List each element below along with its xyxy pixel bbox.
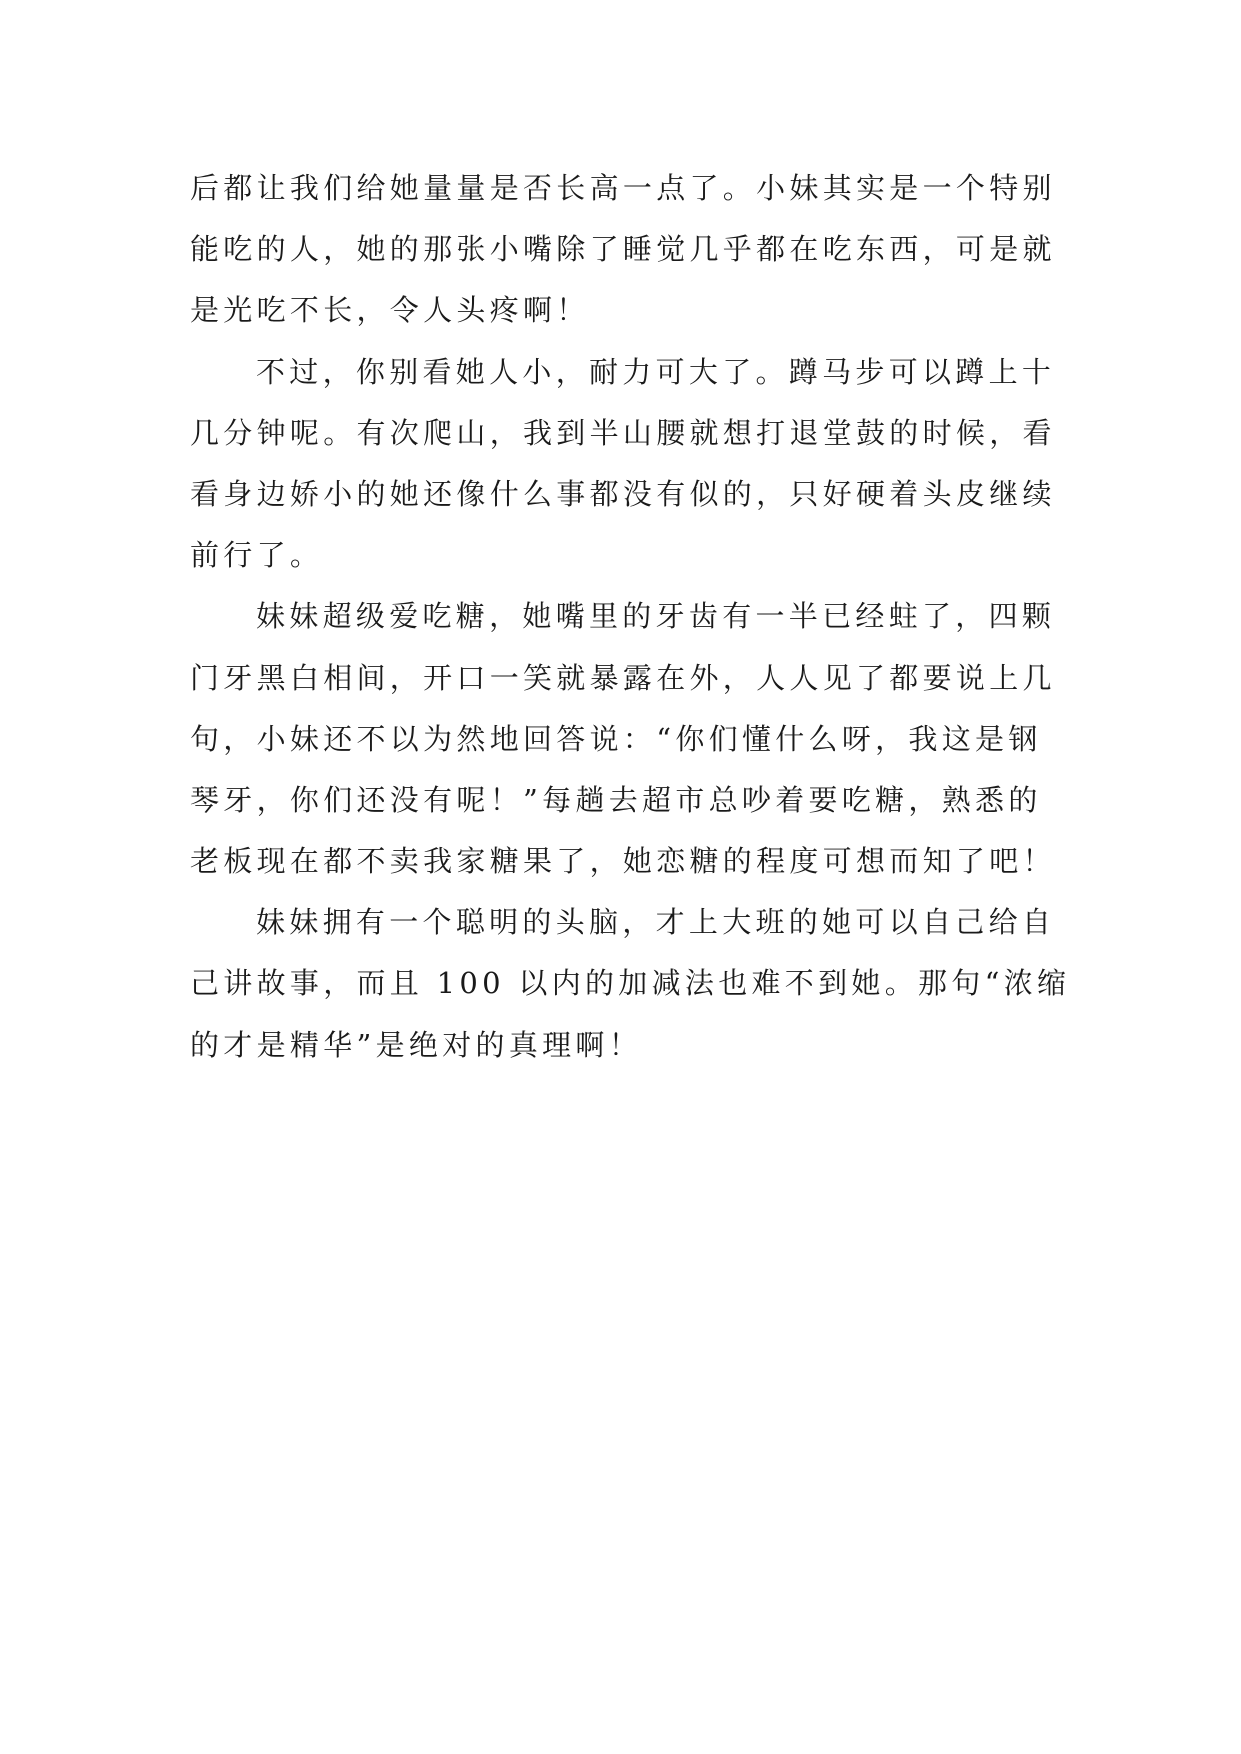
text-line: 句，小妹还不以为然地回答说：“你们懂什么呀，我这是钢 [190, 721, 1042, 756]
document-body [190, 158, 1071, 1076]
text-line: 几分钟呢。有次爬山，我到半山腰就想打退堂鼓的时候，看 [190, 415, 1056, 450]
text-line: 己讲故事，而且 100 以内的加减法也难不到她。那句“浓缩 [190, 966, 1071, 1001]
text-line: 能吃的人，她的那张小嘴除了睡觉几乎都在吃东西，可是就 [190, 232, 1056, 267]
text-line: 的才是精华”是绝对的真理啊！ [190, 1027, 643, 1062]
paragraph-start-line: 不过，你别看她人小，耐力可大了。蹲马步可以蹲上十 [256, 354, 1056, 389]
text-line: 门牙黑白相间，开口一笑就暴露在外，人人见了都要说上几 [190, 660, 1056, 695]
text-line: 是光吃不长，令人头疼啊！ [190, 293, 590, 328]
text-line: 后都让我们给她量量是否长高一点了。小妹其实是一个特别 [190, 171, 1056, 205]
text-line: 老板现在都不卖我家糖果了，她恋糖的程度可想而知了吧！ [190, 844, 1056, 879]
paragraph-start-line: 妹妹拥有一个聪明的头脑，才上大班的她可以自己给自 [256, 905, 1056, 940]
paragraph-start-line: 妹妹超级爱吃糖，她嘴里的牙齿有一半已经蛀了，四颗 [256, 599, 1056, 634]
text-line: 前行了。 [190, 538, 324, 573]
text-line: 琴牙，你们还没有呢！”每趟去超市总吵着要吃糖，熟悉的 [190, 782, 1042, 817]
text-line: 看身边娇小的她还像什么事都没有似的，只好硬着头皮继续 [190, 476, 1056, 511]
